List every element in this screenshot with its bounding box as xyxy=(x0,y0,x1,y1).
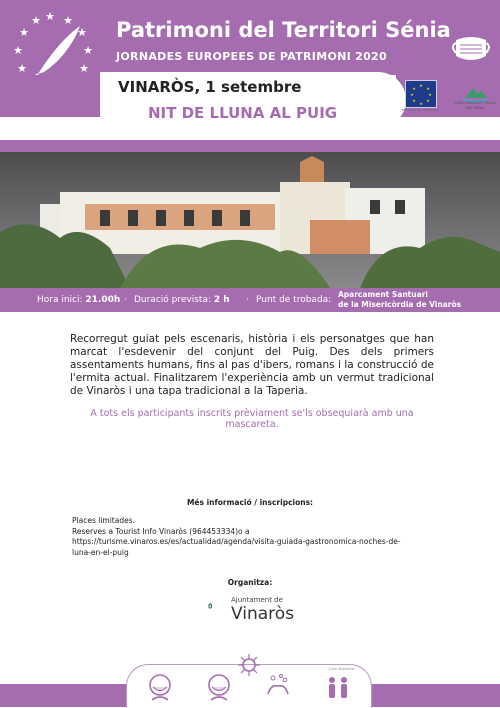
event-title: NIT DE LLUNA AL PUIG xyxy=(148,104,338,122)
more-info-body xyxy=(72,516,452,558)
header-band-left xyxy=(0,75,114,117)
header-banner xyxy=(0,0,500,75)
svg-text:★: ★ xyxy=(63,14,73,27)
virus-icon xyxy=(236,652,262,678)
svg-text:★: ★ xyxy=(426,86,430,91)
eu-logo-caption: European Heritage Days xyxy=(401,108,439,112)
svg-text:★: ★ xyxy=(77,26,87,39)
start-time: Hora inici: 21.00h xyxy=(37,295,121,305)
meeting-point: Aparcament Santuari de la Misericòrdia de Vinaròs xyxy=(338,290,462,309)
event-description: Recorregut guiat pels escenaris, història i els personatges que han marcat l'esdevenir del conjunt del Puig. Des dels primers assentaments humans, fins al pas d'ibers, romans i la construcció de l'ermita actual. Finalitzarem l'experiència amb un vermut tradicional de Vinaròs i una tapa tradicional a la Taperia. xyxy=(70,333,434,397)
svg-text:★: ★ xyxy=(412,98,416,103)
mask-note: A tots els participants inscrits prèviament se'ls obsequiarà amb una mascareta. xyxy=(90,408,414,430)
meeting-label: Punt de trobada: xyxy=(256,295,332,305)
page-subtitle: JORNADES EUROPEES DE PATRIMONI 2020 xyxy=(116,50,387,63)
places-limited: Places limitades. xyxy=(72,516,135,525)
face-mask-icon xyxy=(448,34,494,64)
person-mask-icon xyxy=(145,672,175,702)
organizer-title: Organitza: xyxy=(227,578,273,587)
hand-wash-icon xyxy=(263,672,293,702)
booking-phone: Reserves a Tourist Info Vinaròs (964453334)o a xyxy=(72,526,250,536)
vinaros-coat-of-arms-icon xyxy=(208,593,228,621)
booking-link[interactable]: https://turisme.vinaros.es/es/actualidad/agenda/visita-guiada-gastronomica-noches-de- xyxy=(72,537,401,546)
svg-text:★: ★ xyxy=(19,26,29,39)
person-mask-icon-2 xyxy=(204,672,234,702)
booking-link-cont[interactable]: luna-en-el-puig xyxy=(72,547,129,557)
distance-caption: 1,5m distància xyxy=(328,667,354,671)
svg-text:★: ★ xyxy=(79,62,89,75)
svg-text:★: ★ xyxy=(426,98,430,103)
duration: Duració prevista: 2 h xyxy=(134,295,230,305)
divider-strip xyxy=(0,140,500,152)
svg-text:★: ★ xyxy=(13,44,23,57)
more-info-title: Més informació / inscripcions: xyxy=(186,498,314,507)
svg-text:★: ★ xyxy=(17,62,27,75)
svg-text:★: ★ xyxy=(419,83,423,88)
mancomunitat-caption: MANCOMUNITAT TAULA DEL SÉNIA xyxy=(454,101,496,110)
svg-text:★: ★ xyxy=(83,44,93,57)
svg-text:★: ★ xyxy=(45,10,55,23)
event-place-date: VINARÒS, 1 setembre xyxy=(118,78,302,96)
svg-text:★: ★ xyxy=(419,101,423,106)
svg-text:★: ★ xyxy=(428,92,432,97)
distance-icon xyxy=(323,672,353,702)
page-title: Patrimoni del Territori Sénia xyxy=(116,18,451,42)
hermitage-photo xyxy=(0,152,500,288)
svg-text:★: ★ xyxy=(31,14,41,27)
svg-text:★: ★ xyxy=(410,92,414,97)
svg-text:★: ★ xyxy=(412,86,416,91)
organizer-small: Ajuntament de xyxy=(231,596,283,604)
european-heritage-days-logo xyxy=(405,80,437,108)
organizer-name: Vinaròs xyxy=(231,604,295,624)
event-info-bar: Hora inici: 21.00h · Duració prevista: 2 h · Punt de trobada: Aparcament Santuari de la Misericòrdia de Vinaròs xyxy=(0,288,500,312)
